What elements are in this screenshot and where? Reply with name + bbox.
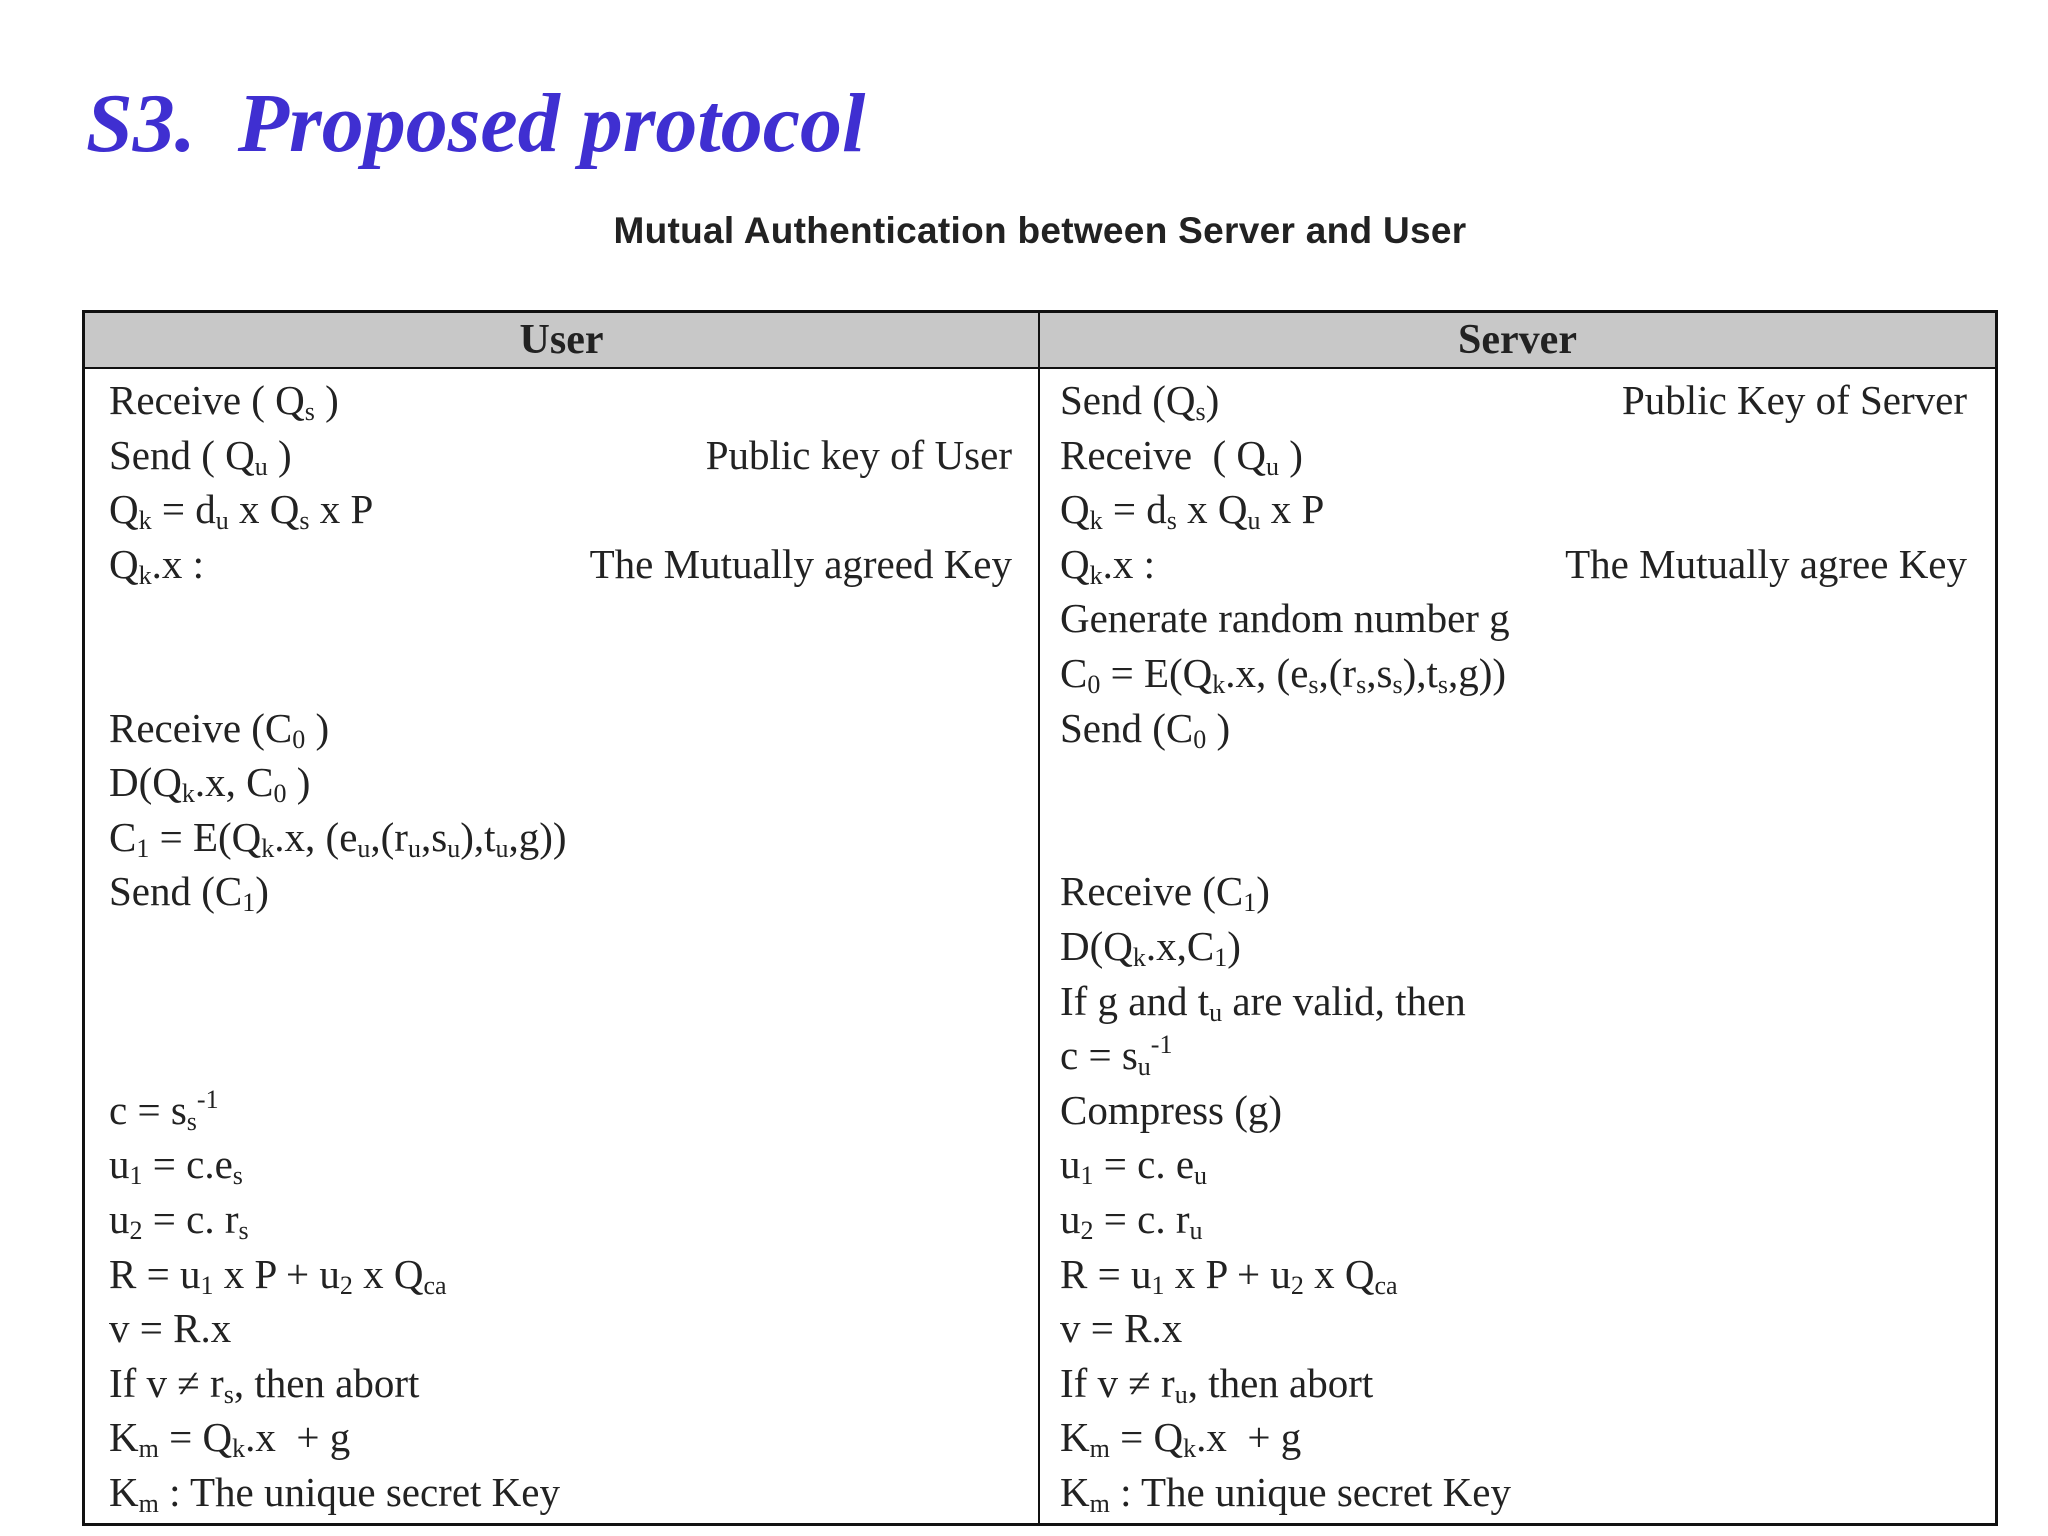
user-step-line bbox=[109, 1192, 1012, 1246]
user-column bbox=[85, 369, 1040, 1523]
table-caption: Mutual Authentication between Server and User bbox=[613, 210, 1467, 251]
server-step-line bbox=[1060, 1356, 1967, 1410]
slide-title bbox=[86, 77, 866, 170]
user-step-line bbox=[109, 810, 1012, 864]
server-step-text: Generate random number g bbox=[1060, 595, 1510, 642]
user-step-line bbox=[109, 1356, 1012, 1410]
server-step-line bbox=[1060, 1247, 1967, 1301]
server-step-line bbox=[1060, 1192, 1967, 1246]
user-step-text: $u_2 = c$. $r_s$ bbox=[109, 1196, 249, 1245]
server-step-note: The Mutually agree Key bbox=[1565, 540, 1967, 587]
server-step-text: $D(Q_k.x,C_1)$ bbox=[1060, 923, 1241, 972]
user-step-line bbox=[109, 1301, 1012, 1355]
server-step-line bbox=[1060, 1410, 1967, 1464]
user-step-line bbox=[109, 701, 1012, 755]
slide-number: S3. bbox=[86, 77, 196, 170]
user-column-header: User bbox=[85, 313, 1040, 369]
user-step-note: The Mutually agreed Key bbox=[589, 540, 1012, 587]
server-step-line bbox=[1060, 591, 1967, 645]
server-step-text: Send ($C_0$ ) bbox=[1060, 704, 1231, 754]
user-step-line bbox=[109, 428, 1012, 482]
server-step-text: $u_2 = c$. $r_u$ bbox=[1060, 1196, 1203, 1245]
user-step-text: Send ( $Q_u$ ) bbox=[109, 431, 292, 481]
server-step-line bbox=[1060, 537, 1967, 591]
user-step-line bbox=[109, 755, 1012, 809]
user-step-text: Receive ( $Q_s$ ) bbox=[109, 377, 339, 426]
user-step-text: $c = s_s^{-1}$ bbox=[109, 1084, 219, 1136]
server-step-line bbox=[1060, 974, 1967, 1028]
user-step-text: $C_1 = E(Q_k.x$, $(e_u,(r_u,s_u),t_u,g)$) bbox=[109, 813, 567, 863]
server-step-line bbox=[1060, 701, 1967, 755]
server-step-line bbox=[1060, 646, 1967, 700]
server-step-line bbox=[1060, 428, 1967, 482]
user-step-line bbox=[109, 1410, 1012, 1464]
user-step-text: If $v \ne r_s$, then abort bbox=[109, 1359, 420, 1409]
server-step-text: $Q_k = d_s$ x $Q_u$ x P bbox=[1060, 486, 1325, 536]
server-column bbox=[1040, 369, 1995, 1523]
user-step-text: $Q_k = d_u$ x $Q_s$ x P bbox=[109, 486, 374, 536]
server-step-line bbox=[1060, 919, 1967, 973]
user-step-text: $D(Q_k.x$, $C_0$ ) bbox=[109, 759, 311, 809]
user-step-line bbox=[109, 373, 1012, 427]
user-step-line bbox=[109, 1083, 1012, 1137]
server-step-text: $K_m$ : The unique secret Key bbox=[1060, 1469, 1511, 1518]
server-step-text: If $v \ne r_u$, then abort bbox=[1060, 1359, 1374, 1409]
server-step-line bbox=[1060, 1083, 1967, 1137]
server-step-text: $C_0 = E(Q_k.x$, $(e_s,(r_s,s_s),t_s,g)$) bbox=[1060, 650, 1507, 699]
user-step-text: Send $(C_1)$ bbox=[109, 868, 269, 918]
server-step-text: $R = u_1$ x $P + u_2$ x $Q_{ca}$ bbox=[1060, 1250, 1398, 1300]
server-step-text: If g and $t_u$ are valid, then bbox=[1060, 977, 1466, 1027]
server-step-text: Compress (g) bbox=[1060, 1086, 1283, 1133]
user-step-note: Public key of User bbox=[705, 431, 1012, 478]
user-step-line bbox=[109, 537, 1012, 591]
user-step-line bbox=[109, 1465, 1012, 1519]
server-step-text: $u_1 = c$. $e_u$ bbox=[1060, 1141, 1208, 1191]
slide-title-text: Proposed protocol bbox=[237, 77, 866, 170]
server-step-line bbox=[1060, 1137, 1967, 1191]
server-step-text: $Q_k.x$ : bbox=[1060, 540, 1156, 590]
server-step-text: v = R.x bbox=[1060, 1305, 1183, 1352]
server-step-line bbox=[1060, 482, 1967, 536]
user-step-text: Receive ($C_0$ ) bbox=[109, 704, 330, 754]
server-step-text: $c = s_u^{-1}$ bbox=[1060, 1030, 1173, 1082]
server-column-header: Server bbox=[1040, 313, 1995, 369]
server-step-line bbox=[1060, 1301, 1967, 1355]
server-step-text: Receive $(C_1)$ bbox=[1060, 868, 1270, 918]
user-step-text: $R = u_1$ x $P + u_2$ x $Q_{ca}$ bbox=[109, 1250, 447, 1300]
user-step-text: v = R.x bbox=[109, 1305, 232, 1352]
user-step-line bbox=[109, 1247, 1012, 1301]
user-step-line bbox=[109, 482, 1012, 536]
user-step-text: $u_1 = c.e_s$ bbox=[109, 1141, 243, 1191]
server-step-line bbox=[1060, 864, 1967, 918]
user-step-line bbox=[109, 864, 1012, 918]
server-step-note: Public Key of Server bbox=[1622, 377, 1967, 423]
server-step-line bbox=[1060, 1028, 1967, 1082]
server-step-text: Send $(Q_s)$ bbox=[1060, 377, 1220, 426]
user-step-text: $K_m$ : The unique secret Key bbox=[109, 1469, 560, 1518]
protocol-table bbox=[82, 310, 1998, 1526]
server-step-line bbox=[1060, 1465, 1967, 1519]
user-step-line bbox=[109, 1137, 1012, 1191]
user-step-text: $K_m = Q_k.x + g$ bbox=[109, 1414, 351, 1464]
server-step-text: Receive ( $Q_u$ ) bbox=[1060, 431, 1303, 481]
server-step-text: $K_m = Q_k.x + g$ bbox=[1060, 1414, 1302, 1464]
user-step-text: $Q_k.x$ : bbox=[109, 540, 205, 590]
server-step-line bbox=[1060, 373, 1967, 427]
